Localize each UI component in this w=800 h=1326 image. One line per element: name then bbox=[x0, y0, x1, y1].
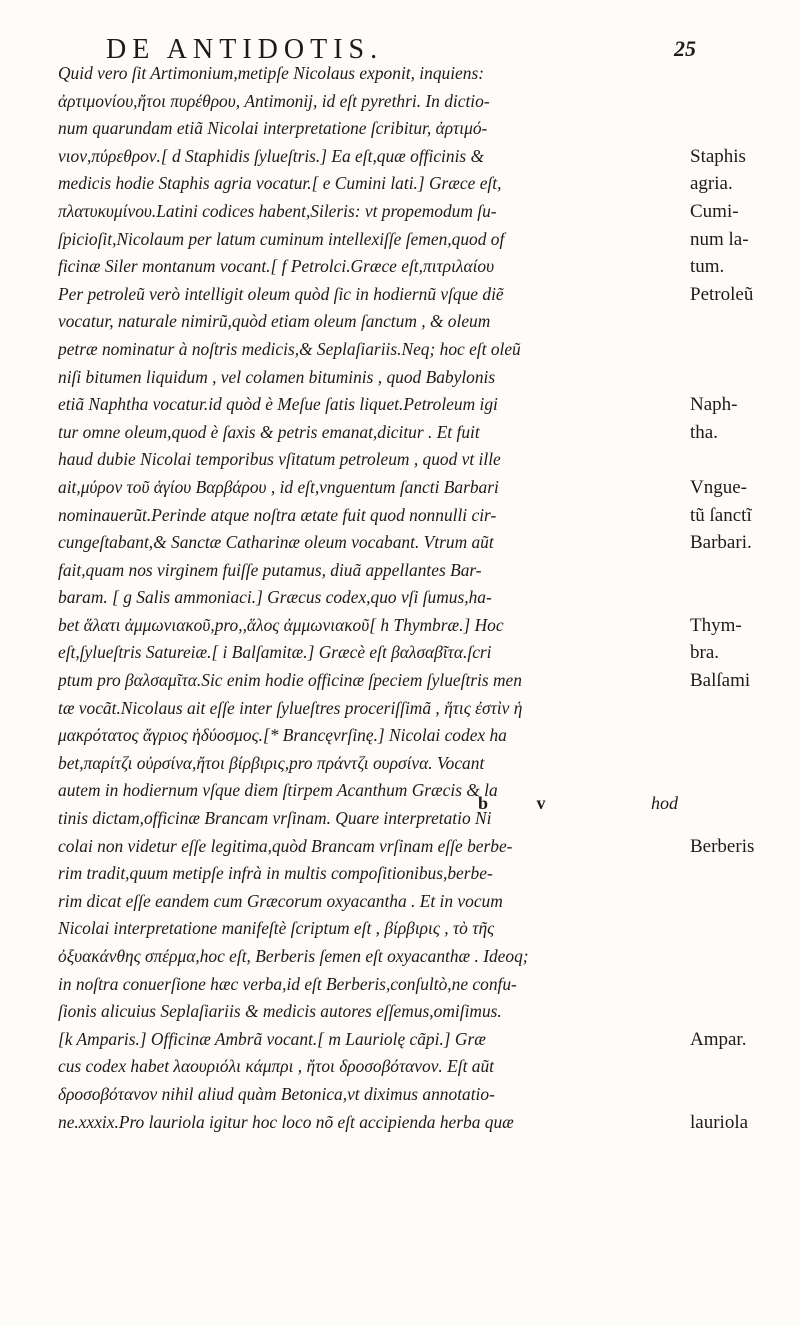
text-line: ἀρτιμονίου,ἤτοι πυρέθρου, Antimonij, id eſt pyrethri. In dictio- bbox=[58, 90, 490, 111]
text-line: ſionis alicuius Seplaſiariis & medicis autores eſſemus,omiſimus. bbox=[58, 1001, 502, 1022]
marginal-notes bbox=[690, 60, 798, 1136]
margin-note: num la- bbox=[690, 228, 749, 250]
text-line: fait,quam nos virginem fuiſſe putamus, diuã appellantes Bar- bbox=[58, 559, 482, 580]
text-line: vocatur, naturale nimirũ,quòd etiam oleum ſanctum , & oleum bbox=[58, 311, 491, 332]
margin-note bbox=[690, 336, 798, 364]
text-line: ne.xxxix.Pro lauriola igitur hoc loco nõ eſt accipienda herba quæ bbox=[58, 1111, 514, 1132]
margin-note: bra. bbox=[690, 642, 720, 664]
margin-note: Naph- bbox=[690, 394, 738, 416]
margin-note: Barbari. bbox=[690, 532, 752, 554]
margin-note: Cumi- bbox=[690, 200, 739, 222]
margin-note bbox=[690, 860, 798, 888]
text-line: haud dubie Nicolai temporibus vſitatum petroleum , quod vt ille bbox=[58, 449, 501, 470]
margin-note bbox=[690, 446, 798, 474]
text-line: ait,μύρον τοῦ ἁγίου Βαρβάρου , id eſt,vnguentum ſancti Barbari bbox=[58, 476, 499, 497]
text-line: tur omne oleum,quod è ſaxis & petris emanat,dicitur . Et fuit bbox=[58, 421, 480, 442]
margin-note bbox=[690, 722, 798, 750]
text-line: ſpicioſit,Nicolaum per latum cuminum intellexiſſe ſemen,quod of bbox=[58, 228, 505, 249]
margin-note bbox=[690, 777, 798, 805]
margin-note: Staphis bbox=[690, 145, 746, 167]
margin-note: tha. bbox=[690, 421, 718, 443]
text-line: rim dicat eſſe eandem cum Græcorum oxyacantha . Et in vocum bbox=[58, 890, 503, 911]
page-number: 25 bbox=[674, 36, 696, 61]
catchword: hod bbox=[651, 793, 678, 813]
text-line: etiã Naphtha vocatur.id quòd è Meſue ſatis liquet.Petroleum igi bbox=[58, 394, 498, 415]
text-line: petræ nominatur à noſtris medicis,& Seplaſiariis.Neq; hoc eſt oleũ bbox=[58, 338, 521, 359]
text-line: ptum pro βαλσαμῖτα.Sic enim hodie officinæ ſpeciem ſylueſtris men bbox=[58, 670, 522, 691]
margin-note bbox=[690, 1053, 798, 1081]
margin-note: Thym- bbox=[690, 614, 742, 636]
margin-note: Petroleũ bbox=[690, 283, 754, 305]
text-line: tæ vocãt.Nicolaus ait eſſe inter ſylueſtres proceriſſimã , ἥτις ἐστὶν ἡ bbox=[58, 697, 523, 718]
text-line: ὀξυακάνθης σπέρμα,hoc eſt, Berberis ſemen eſt oxyacanthæ . Ideoq; bbox=[58, 946, 529, 966]
text-line: bet ἅλατι ἀμμωνιακοῦ,pro,,ἅλος ἀμμωνιακοῦ[ h Thymbræ.] Hoc bbox=[58, 614, 504, 635]
margin-note bbox=[690, 584, 798, 612]
text-line: πλατυκυμίνου.Latini codices habent,Sileris: vt propemodum ſu- bbox=[58, 200, 497, 221]
margin-note: tũ ſanctĩ bbox=[690, 504, 752, 526]
text-line: baram. [ g Salis ammoniaci.] Græcus codex,quo vſi ſumus,ha- bbox=[58, 587, 492, 608]
text-line: rim tradit,quum metipſe infrà in multis compoſitionibus,berbe- bbox=[58, 863, 493, 884]
text-line: medicis hodie Staphis agria vocatur.[ e Cumini lati.] Græce eſt, bbox=[58, 173, 502, 194]
text-line: ficinæ Siler montanum vocant.[ f Petrolci.Græce eſt,πιτριλαίου bbox=[58, 256, 495, 277]
margin-note: lauriola bbox=[690, 1111, 749, 1133]
margin-note: agria. bbox=[690, 173, 733, 195]
text-line: [k Amparis.] Officinæ Ambrã vocant.[ m Lauriolę cãpi.] Græ bbox=[58, 1028, 486, 1049]
text-line: bet,παρίτζι οὐρσίνα,ἤτοι βίρβιρις,pro πράντζι ουρσίνα. Vocant bbox=[58, 752, 485, 773]
margin-note bbox=[690, 115, 798, 143]
text-line: autem in hodiernum vſque diem ſtirpem Acanthum Græcis & la bbox=[58, 780, 498, 801]
text-line: cungeſtabant,& Sanctæ Catharinæ oleum vocabant. Vtrum aũt bbox=[58, 532, 494, 553]
running-head: DE ANTIDOTIS. bbox=[106, 34, 384, 65]
margin-note bbox=[690, 998, 798, 1026]
margin-note: Ampar. bbox=[690, 1028, 747, 1050]
margin-note bbox=[690, 915, 798, 943]
text-line: νιον,πύρεθρον.[ d Staphidis ſylueſtris.] Ea eſt,quæ officinis & bbox=[58, 145, 485, 166]
margin-note: Vngue- bbox=[690, 476, 747, 498]
text-line: colai non videtur eſſe legitima,quòd Brancam vrſinam eſſe berbe- bbox=[58, 835, 513, 856]
text-line: in noſtra conuerſione hæc verba,id eſt Berberis,conſultò,ne confu- bbox=[58, 973, 517, 994]
text-line: eſt,ſylueſtris Satureiæ.[ i Balſamitæ.] Græcè eſt βαλσαβῖτα.ſcri bbox=[58, 642, 492, 663]
text-line: Quid vero ſit Artimonium,metipſe Nicolaus exponit, inquiens: bbox=[58, 63, 485, 83]
margin-note bbox=[690, 971, 798, 999]
text-line: niſi bitumen liquidum , vel colamen bituminis , quod Babylonis bbox=[58, 366, 496, 387]
main-text-block bbox=[58, 60, 678, 1136]
text-line: nominauerũt.Perinde atque noſtra ætate fuit quod nonnulli cir- bbox=[58, 504, 497, 525]
signature-mark: b v bbox=[478, 793, 568, 813]
footer-line bbox=[58, 793, 678, 821]
margin-note bbox=[690, 60, 798, 88]
margin-note bbox=[690, 805, 798, 833]
text-line: num quarundam etiã Nicolai interpretatione ſcribitur, ἀρτιμό- bbox=[58, 118, 488, 139]
text-line: Per petroleũ verò intelligit oleum quòd ſic in hodiernũ vſque diẽ bbox=[58, 283, 504, 304]
margin-note bbox=[690, 308, 798, 336]
margin-note: tum. bbox=[690, 256, 725, 278]
text-line: μακρότατος ἄγριος ἡδύοσμος.[* Brancęvrſinę.] Nicolai codex ha bbox=[58, 725, 507, 746]
margin-note bbox=[690, 557, 798, 585]
margin-note bbox=[690, 888, 798, 916]
text-line: tinis dictam,officinæ Brancam vrſinam. Quare interpretatio Ni bbox=[58, 808, 492, 829]
margin-note: Balſami bbox=[690, 670, 751, 692]
margin-note bbox=[690, 364, 798, 392]
margin-note bbox=[690, 1081, 798, 1109]
text-line: cus codex habet λαουριόλι κάμπρι , ἤτοι δροσοβότανον. Eſt aũt bbox=[58, 1056, 494, 1077]
text-line: Nicolai interpretatione manifeſtè ſcriptum eſt , βίρβιρις , τὸ τῆς bbox=[58, 918, 495, 939]
margin-note bbox=[690, 943, 798, 971]
margin-note bbox=[690, 88, 798, 116]
margin-note bbox=[690, 750, 798, 778]
margin-note: Berberis bbox=[690, 835, 755, 857]
margin-note bbox=[690, 695, 798, 723]
text-line: δροσοβότανον nihil aliud quàm Betonica,vt diximus annotatio- bbox=[58, 1083, 495, 1104]
